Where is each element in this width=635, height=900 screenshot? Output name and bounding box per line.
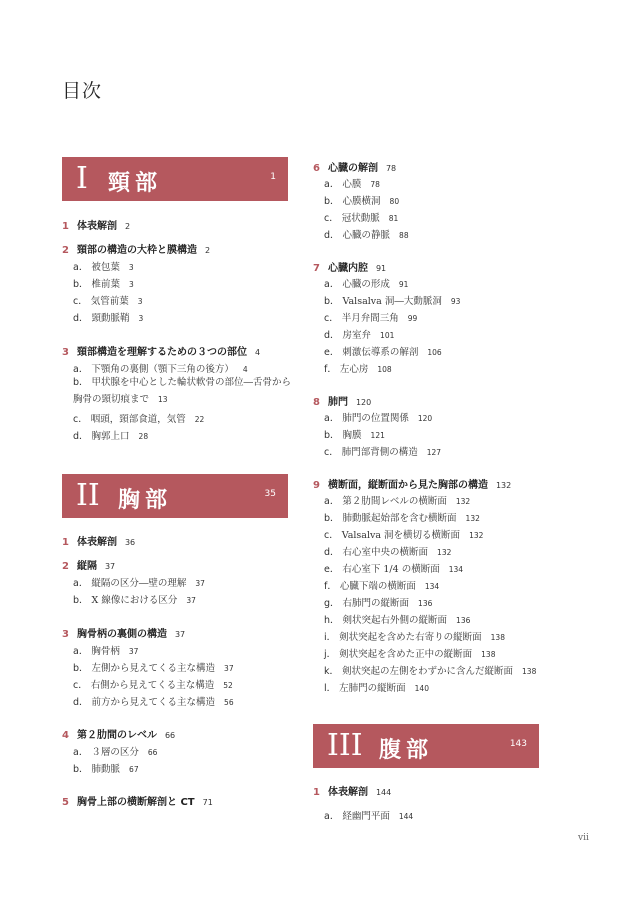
section-letter: e． bbox=[324, 347, 340, 358]
chapter-page: 91 bbox=[375, 264, 387, 273]
section-title: 第２肋間レベルの横断面 bbox=[342, 496, 447, 507]
section-letter: a． bbox=[324, 413, 340, 424]
section-entry[interactable] bbox=[73, 660, 234, 674]
section-entry[interactable] bbox=[73, 259, 134, 273]
section-page: 28 bbox=[138, 432, 149, 441]
section-page: 106 bbox=[427, 348, 442, 357]
section-letter: c． bbox=[324, 447, 339, 458]
section-entry[interactable] bbox=[73, 276, 134, 290]
part-roman-numeral: III bbox=[327, 728, 363, 763]
section-page: 52 bbox=[223, 681, 233, 690]
section-entry[interactable] bbox=[73, 643, 138, 657]
section-entry[interactable] bbox=[324, 663, 536, 677]
section-entry[interactable] bbox=[73, 575, 205, 589]
section-entry[interactable] bbox=[73, 694, 234, 708]
section-title: 胸骨柄 bbox=[91, 646, 120, 657]
section-page: 37 bbox=[128, 647, 139, 656]
section-title: Valsalva 洞―大動脈洞 bbox=[342, 296, 442, 307]
section-page: 81 bbox=[388, 214, 399, 223]
section-letter: b． bbox=[73, 764, 89, 775]
section-entry[interactable] bbox=[73, 310, 143, 324]
section-page: 138 bbox=[522, 667, 537, 676]
section-letter: a． bbox=[324, 811, 340, 822]
section-title: 右心室下 1/4 の横断面 bbox=[342, 564, 440, 575]
section-page: 136 bbox=[456, 616, 471, 625]
section-entry[interactable] bbox=[73, 293, 143, 307]
section-page: 13 bbox=[158, 395, 168, 404]
section-entry[interactable] bbox=[324, 578, 439, 592]
section-title: 咽頭，頸部食道，気管 bbox=[90, 414, 186, 425]
chapter-number: 1 bbox=[62, 537, 69, 548]
section-title: 甲状腺を中心とした輪状軟骨の部位―舌骨から胸骨の頸切痕まで bbox=[73, 377, 292, 405]
section-letter: e． bbox=[324, 564, 340, 575]
section-title: ３層の区分 bbox=[91, 747, 139, 758]
section-title: 左側から見えてくる主な構造 bbox=[91, 663, 216, 674]
section-title: 左肺門の縦断面 bbox=[339, 683, 406, 694]
section-page: 144 bbox=[398, 812, 414, 821]
section-page: 91 bbox=[398, 280, 409, 289]
section-entry[interactable] bbox=[324, 361, 392, 375]
section-page: 132 bbox=[455, 497, 471, 506]
section-letter: b． bbox=[324, 513, 340, 524]
chapter-title: 肺門 bbox=[327, 397, 348, 408]
section-entry[interactable] bbox=[324, 193, 399, 207]
section-page: 136 bbox=[418, 599, 433, 608]
chapter-number: 1 bbox=[313, 787, 320, 798]
section-page: 67 bbox=[129, 765, 139, 774]
section-title: 肺動脈 bbox=[91, 764, 121, 775]
section-entry[interactable] bbox=[73, 761, 139, 775]
section-title: 右心室中央の横断面 bbox=[342, 547, 429, 558]
chapter-entry[interactable] bbox=[62, 557, 115, 572]
chapter-title: 横断面，縦断面から見た胸部の構造 bbox=[327, 480, 488, 491]
part-banner-abdomen[interactable] bbox=[313, 724, 539, 768]
chapter-number: 9 bbox=[313, 480, 320, 491]
section-title: 心膜 bbox=[342, 179, 362, 190]
section-page: 3 bbox=[137, 297, 143, 306]
section-page: 127 bbox=[426, 448, 442, 457]
part-banner-neck[interactable] bbox=[62, 157, 288, 201]
section-letter: h． bbox=[324, 615, 340, 626]
chapter-entry[interactable] bbox=[313, 393, 371, 408]
chapter-entry[interactable] bbox=[313, 476, 511, 491]
chapter-number: 2 bbox=[62, 561, 69, 572]
section-letter: c． bbox=[73, 296, 88, 307]
section-title: 前方から見えてくる主な構造 bbox=[91, 697, 216, 708]
section-letter: f． bbox=[324, 581, 337, 592]
section-entry[interactable] bbox=[73, 374, 298, 408]
section-title: 冠状動脈 bbox=[341, 213, 380, 224]
chapter-title: 胸骨上部の横断解剖と CT bbox=[76, 797, 195, 808]
section-letter: a． bbox=[324, 279, 340, 290]
section-title: 右肺門の縦断面 bbox=[342, 598, 410, 609]
section-letter: b． bbox=[73, 595, 89, 606]
chapter-entry[interactable] bbox=[62, 726, 175, 741]
chapter-number: 1 bbox=[62, 221, 69, 232]
chapter-entry[interactable] bbox=[62, 241, 210, 256]
section-entry[interactable] bbox=[73, 428, 148, 442]
chapter-entry[interactable] bbox=[62, 343, 260, 358]
section-letter: d． bbox=[324, 230, 340, 241]
section-entry[interactable] bbox=[324, 544, 451, 558]
section-letter: c． bbox=[324, 530, 339, 541]
section-entry[interactable] bbox=[73, 411, 204, 425]
chapter-title: 縦隔 bbox=[76, 561, 97, 572]
section-entry[interactable] bbox=[324, 176, 380, 190]
section-entry[interactable] bbox=[324, 444, 441, 458]
section-letter: b． bbox=[73, 663, 89, 674]
section-entry[interactable] bbox=[324, 276, 408, 290]
section-title: 気管前葉 bbox=[90, 296, 129, 307]
section-entry[interactable] bbox=[324, 527, 483, 541]
section-entry[interactable] bbox=[324, 510, 480, 524]
part-roman-numeral: II bbox=[76, 478, 100, 513]
chapter-entry[interactable] bbox=[62, 625, 185, 640]
section-title: X 線像における区分 bbox=[91, 595, 178, 606]
section-letter: j． bbox=[324, 649, 337, 660]
chapter-title: 胸骨柄の裏側の構造 bbox=[76, 629, 167, 640]
section-title: 肺門の位置関係 bbox=[342, 413, 409, 424]
part-page-number: 35 bbox=[264, 489, 276, 499]
section-page: 56 bbox=[224, 698, 234, 707]
chapter-number: 3 bbox=[62, 347, 69, 358]
section-page: 80 bbox=[389, 197, 400, 206]
section-title: 剣状突起を含めた右寄りの縦断面 bbox=[339, 632, 482, 643]
part-title: 頸部 bbox=[108, 170, 163, 196]
section-letter: k． bbox=[324, 666, 340, 677]
section-page: 3 bbox=[138, 314, 144, 323]
section-title: 半月弁間三角 bbox=[341, 313, 399, 324]
section-page: 121 bbox=[370, 431, 385, 440]
section-title: 心膜横洞 bbox=[342, 196, 381, 207]
section-title: 刺激伝導系の解剖 bbox=[342, 347, 419, 358]
chapter-title: 体表解剖 bbox=[327, 787, 368, 798]
section-title: 剣状突起右外側の縦断面 bbox=[342, 615, 448, 626]
section-entry[interactable] bbox=[324, 493, 470, 507]
section-letter: b． bbox=[324, 430, 340, 441]
section-letter: d． bbox=[73, 313, 89, 324]
section-page: 37 bbox=[195, 579, 205, 588]
section-letter: a． bbox=[73, 364, 89, 375]
section-letter: d． bbox=[73, 697, 89, 708]
section-letter: c． bbox=[324, 213, 339, 224]
section-letter: a． bbox=[73, 646, 89, 657]
section-letter: a． bbox=[73, 262, 89, 273]
section-title: 剣状突起の左側をわずかに含んだ縦断面 bbox=[342, 666, 514, 677]
chapter-entry[interactable] bbox=[62, 217, 130, 232]
chapter-title: 頸部の構造の大枠と膜構造 bbox=[76, 245, 197, 256]
section-page: 108 bbox=[377, 365, 392, 374]
section-letter: b． bbox=[324, 196, 340, 207]
section-letter: f． bbox=[324, 364, 337, 375]
section-entry[interactable] bbox=[73, 592, 196, 606]
section-page: 101 bbox=[380, 331, 395, 340]
section-title: 心臓の形成 bbox=[342, 279, 390, 290]
chapter-page: 120 bbox=[355, 398, 372, 407]
chapter-entry[interactable] bbox=[62, 793, 213, 808]
part-page-number: 143 bbox=[509, 739, 527, 749]
section-letter: d． bbox=[324, 330, 340, 341]
page-folio: vii bbox=[578, 833, 589, 843]
section-page: 132 bbox=[465, 514, 480, 523]
section-entry[interactable] bbox=[324, 210, 398, 224]
section-letter: g． bbox=[324, 598, 340, 609]
chapter-page: 37 bbox=[174, 630, 186, 639]
part-roman-numeral: I bbox=[76, 161, 88, 196]
section-entry[interactable] bbox=[324, 612, 470, 626]
section-entry[interactable] bbox=[324, 310, 417, 324]
section-letter: c． bbox=[73, 414, 88, 425]
chapter-page: 78 bbox=[385, 164, 397, 173]
section-title: 右側から見えてくる主な構造 bbox=[90, 680, 215, 691]
chapter-number: 2 bbox=[62, 245, 69, 256]
section-page: 120 bbox=[417, 414, 433, 423]
section-title: 被包葉 bbox=[91, 262, 120, 273]
section-page: 88 bbox=[399, 231, 409, 240]
section-page: 3 bbox=[128, 263, 134, 272]
section-page: 66 bbox=[147, 748, 158, 757]
section-title: 肺動脈起始部を含む横断面 bbox=[342, 513, 457, 524]
section-letter: d． bbox=[324, 547, 340, 558]
section-page: 134 bbox=[424, 582, 440, 591]
section-page: 4 bbox=[242, 365, 248, 374]
page-title: 目次 bbox=[62, 80, 103, 102]
chapter-page: 71 bbox=[202, 798, 213, 807]
section-title: 胸膜 bbox=[342, 430, 362, 441]
section-title: 心臓下端の横断面 bbox=[339, 581, 416, 592]
chapter-page: 2 bbox=[204, 246, 211, 255]
part-banner-chest[interactable] bbox=[62, 474, 288, 518]
section-page: 37 bbox=[224, 664, 234, 673]
section-letter: b． bbox=[73, 279, 89, 290]
section-letter: c． bbox=[324, 313, 339, 324]
section-letter: b． bbox=[73, 377, 89, 388]
section-entry[interactable] bbox=[324, 561, 463, 575]
section-page: 78 bbox=[370, 180, 380, 189]
chapter-number: 6 bbox=[313, 163, 320, 174]
section-entry[interactable] bbox=[324, 808, 413, 822]
section-letter: a． bbox=[324, 179, 340, 190]
section-entry[interactable] bbox=[324, 646, 495, 660]
section-entry[interactable] bbox=[73, 744, 157, 758]
section-entry[interactable] bbox=[324, 344, 442, 358]
chapter-page: 37 bbox=[104, 562, 116, 571]
section-entry[interactable] bbox=[324, 293, 460, 307]
chapter-entry[interactable] bbox=[313, 783, 391, 798]
chapter-title: 第２肋間のレベル bbox=[76, 730, 157, 741]
section-page: 3 bbox=[129, 280, 134, 289]
section-page: 93 bbox=[450, 297, 461, 306]
section-entry[interactable] bbox=[324, 427, 385, 441]
section-title: 頸動脈鞘 bbox=[91, 313, 130, 324]
section-letter: i． bbox=[324, 632, 337, 643]
chapter-page: 4 bbox=[254, 348, 261, 357]
section-title: 左心房 bbox=[339, 364, 369, 375]
chapter-title: 体表解剖 bbox=[76, 221, 117, 232]
section-letter: a． bbox=[73, 578, 89, 589]
section-page: 99 bbox=[407, 314, 418, 323]
section-letter: a． bbox=[324, 496, 340, 507]
chapter-page: 36 bbox=[124, 538, 136, 547]
section-page: 132 bbox=[437, 548, 452, 557]
section-title: 肺門部背側の構造 bbox=[341, 447, 418, 458]
section-title: 心臓の静脈 bbox=[342, 230, 391, 241]
chapter-entry[interactable] bbox=[313, 259, 386, 274]
chapter-entry[interactable] bbox=[313, 159, 396, 174]
section-title: 縦隔の区分―壁の理解 bbox=[91, 578, 187, 589]
section-letter: d． bbox=[73, 431, 89, 442]
chapter-page: 132 bbox=[495, 481, 512, 490]
chapter-title: 心臓内腔 bbox=[327, 263, 368, 274]
section-page: 37 bbox=[186, 596, 196, 605]
section-page: 22 bbox=[194, 415, 205, 424]
chapter-entry[interactable] bbox=[62, 533, 135, 548]
chapter-number: 7 bbox=[313, 263, 320, 274]
section-letter: a． bbox=[73, 747, 89, 758]
part-page-number: 1 bbox=[270, 172, 276, 182]
section-title: 経幽門平面 bbox=[342, 811, 390, 822]
section-title: 剣状突起を含めた正中の縦断面 bbox=[339, 649, 473, 660]
chapter-number: 8 bbox=[313, 397, 320, 408]
section-entry[interactable] bbox=[73, 361, 248, 375]
chapter-page: 66 bbox=[164, 731, 176, 740]
section-title: Valsalva 洞を横切る横断面 bbox=[341, 530, 461, 541]
section-title: 胸郭上口 bbox=[91, 431, 130, 442]
section-title: 房室弁 bbox=[342, 330, 372, 341]
section-page: 132 bbox=[469, 531, 484, 540]
section-title: 椎前葉 bbox=[91, 279, 121, 290]
chapter-number: 4 bbox=[62, 730, 69, 741]
chapter-page: 144 bbox=[375, 788, 392, 797]
part-title: 腹部 bbox=[379, 737, 434, 763]
section-entry[interactable] bbox=[324, 410, 432, 424]
section-page: 138 bbox=[481, 650, 496, 659]
section-title: 下顎角の裏側（顎下三角の後方） bbox=[91, 364, 234, 375]
section-page: 134 bbox=[448, 565, 464, 574]
section-entry[interactable] bbox=[324, 327, 394, 341]
chapter-page: 2 bbox=[124, 222, 131, 231]
chapter-number: 5 bbox=[62, 797, 69, 808]
section-entry[interactable] bbox=[324, 595, 432, 609]
section-entry[interactable] bbox=[324, 680, 429, 694]
section-entry[interactable] bbox=[73, 677, 233, 691]
section-letter: l． bbox=[324, 683, 337, 694]
section-entry[interactable] bbox=[324, 227, 409, 241]
section-page: 140 bbox=[414, 684, 429, 693]
section-page: 138 bbox=[490, 633, 505, 642]
section-letter: c． bbox=[73, 680, 88, 691]
chapter-number: 3 bbox=[62, 629, 69, 640]
part-title: 胸部 bbox=[118, 487, 173, 513]
chapter-title: 頸部構造を理解するための３つの部位 bbox=[76, 347, 247, 358]
section-entry[interactable] bbox=[324, 629, 505, 643]
chapter-title: 体表解剖 bbox=[76, 537, 117, 548]
section-letter: b． bbox=[324, 296, 340, 307]
chapter-title: 心臓の解剖 bbox=[327, 163, 378, 174]
